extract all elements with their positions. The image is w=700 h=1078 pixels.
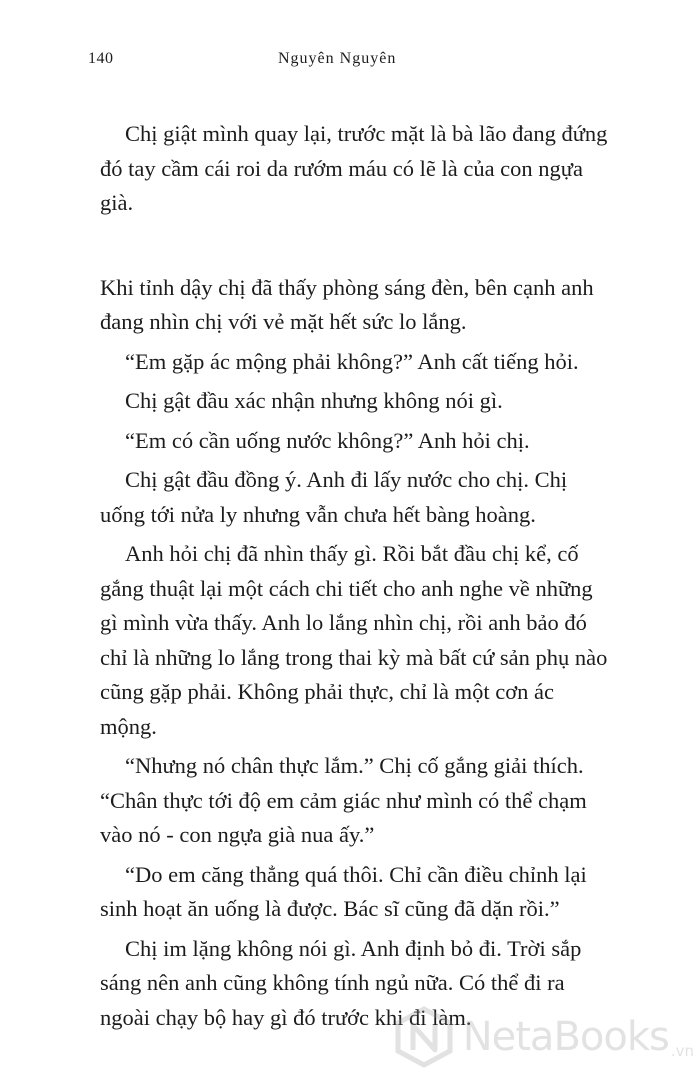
paragraph: Chị giật mình quay lại, trước mặt là bà lão đang đứng đó tay cầm cái roi da rướm máu có lẽ là của con ngựa già. [100,121,608,215]
netabooks-logo-icon [393,1006,455,1068]
paragraph: Anh hỏi chị đã nhìn thấy gì. Rồi bắt đầu chị kể, cố gắng thuật lại một cách chi tiết cho anh nghe về những gì mình vừa thấy. Anh lo lắng nhìn chị, rồi anh bảo đó chỉ là những lo lắng trong thai kỳ mà bất cứ sản phụ nào cũng gặp phải. Không phải thực, chỉ là một cơn ác mộng. [100,541,608,739]
paragraph: Chị gật đầu đồng ý. Anh đi lấy nước cho chị. Chị uống tới nửa ly nhưng vẫn chưa hết bàng hoàng. [100,467,568,527]
watermark [393,1002,694,1072]
paragraph: “Em có cần uống nước không?” Anh hỏi chị. [125,427,530,453]
paragraph: Chị im lặng không nói gì. Anh định bỏ đi. Trời sắp sáng nên anh cũng không tính ngủ nữa. Có thể đi ra ngoài chạy bộ hay gì đó trước khi đi làm. [100,935,582,1030]
paragraph: “Nhưng nó chân thực lắm.” Chị cố gắng giải thích. “Chân thực tới độ em cảm giác như mình có thể chạm vào nó - con ngựa già nua ấy.” [100,753,587,847]
paragraph: “Em gặp ác mộng phải không?” Anh cất tiếng hỏi. [125,348,579,374]
watermark-suffix: .vn [670,1042,694,1060]
paragraph: Khi tỉnh dậy chị đã thấy phòng sáng đèn, bên cạnh anh đang nhìn chị với vẻ mặt hết sức lo lắng. [100,274,594,334]
paragraph: “Do em căng thẳng quá thôi. Chỉ cần điều chỉnh lại sinh hoạt ăn uống là được. Bác sĩ cũng đã dặn rồi.” [100,861,587,921]
paragraph: Chị gật đầu xác nhận nhưng không nói gì. [125,388,503,413]
running-head-author: Nguyên Nguyên [278,50,397,67]
body-text [100,117,612,1040]
page-header [88,50,608,74]
page-number: 140 [88,50,114,67]
watermark-brand: NetaBooks [462,1014,669,1060]
